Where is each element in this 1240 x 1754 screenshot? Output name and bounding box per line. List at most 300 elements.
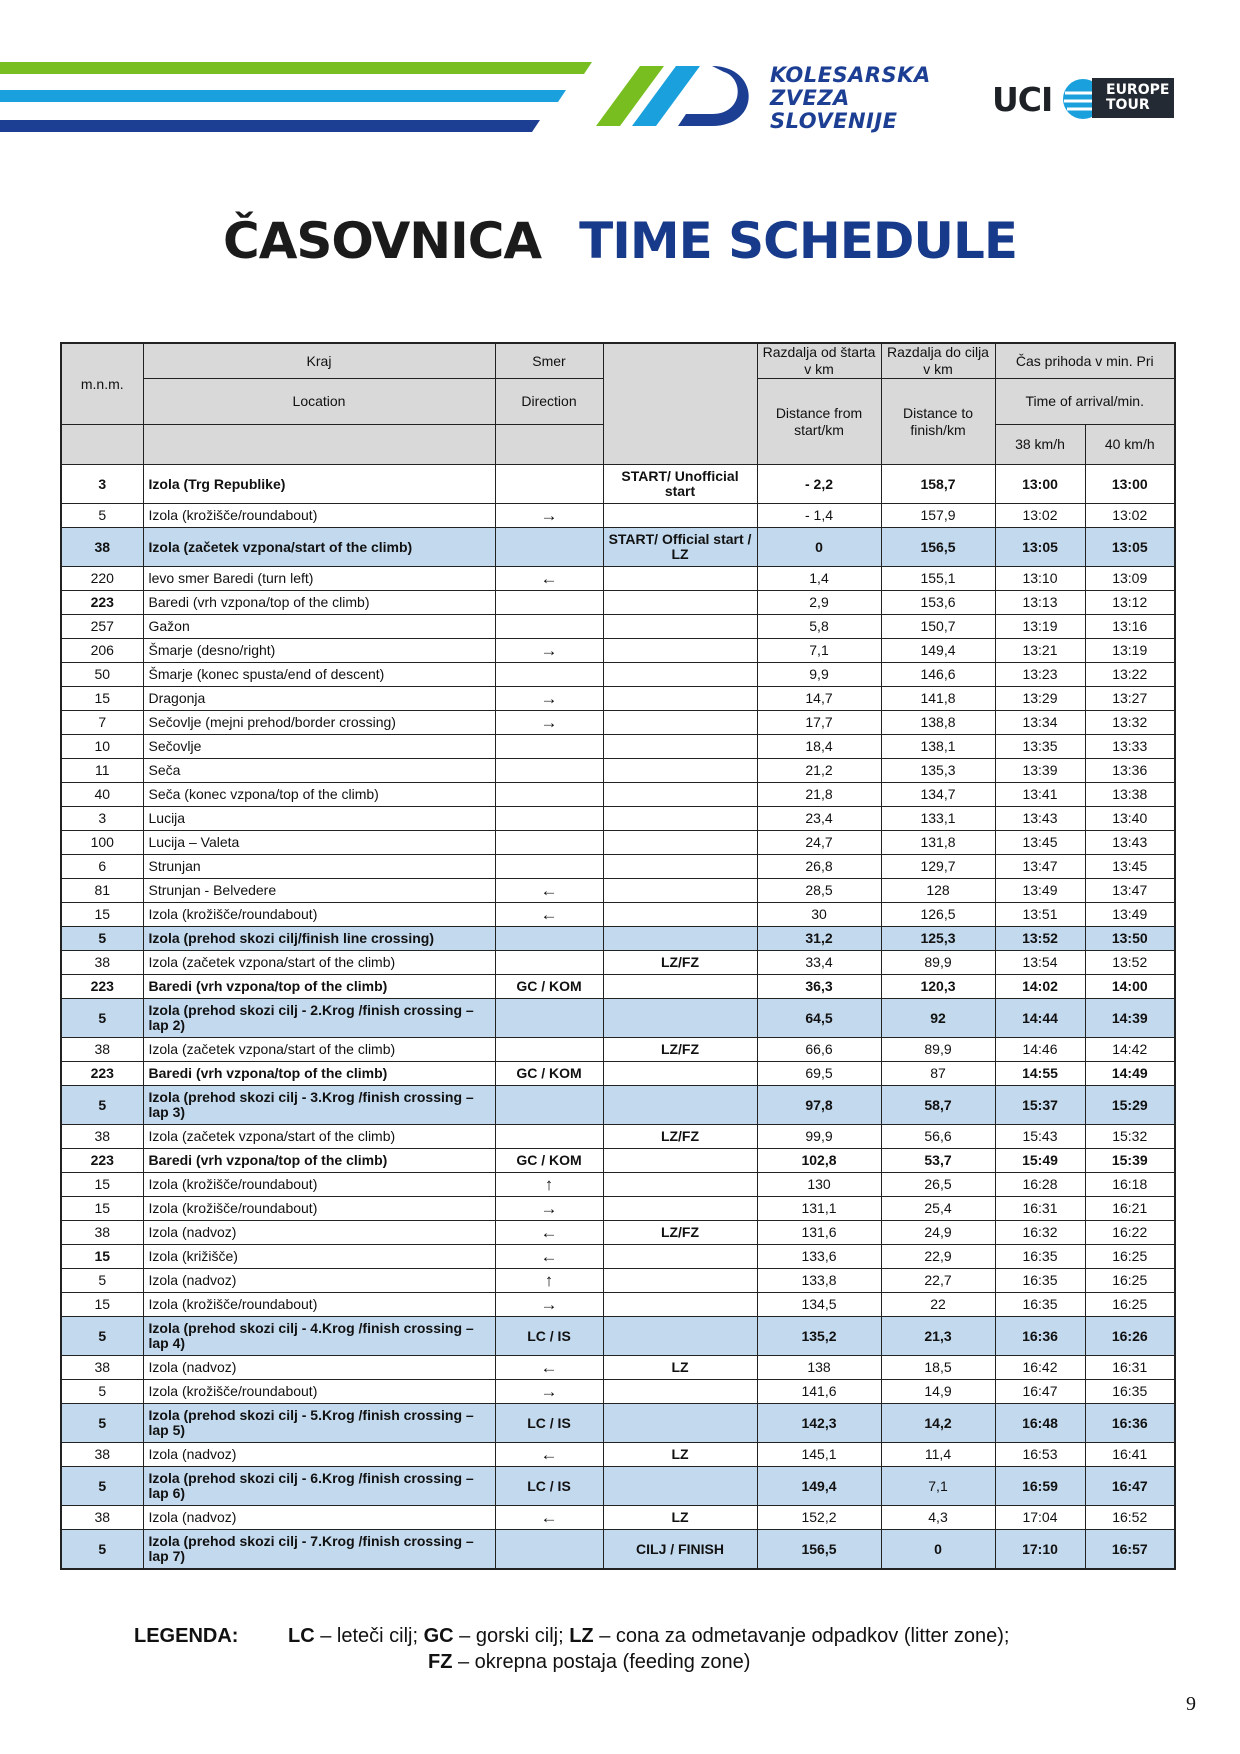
note-cell <box>603 1086 757 1125</box>
legend-abbr-fz: FZ <box>428 1651 453 1673</box>
table-row <box>61 615 1175 639</box>
location-cell: Baredi (vrh vzpona/top of the climb) <box>143 1149 495 1173</box>
direction-cell <box>495 1086 603 1125</box>
direction-cell: → <box>495 711 603 735</box>
arrival-38-cell: 13:23 <box>995 663 1085 687</box>
distance-to-finish-cell: 149,4 <box>881 639 995 663</box>
direction-cell <box>495 759 603 783</box>
distance-to-finish-cell: 89,9 <box>881 1038 995 1062</box>
distance-from-start-cell: 0 <box>757 528 881 567</box>
altitude-cell: 223 <box>61 591 143 615</box>
navy-stripe <box>0 120 540 132</box>
altitude-cell: 38 <box>61 1221 143 1245</box>
arrival-40-cell: 15:29 <box>1085 1086 1175 1125</box>
note-cell <box>603 663 757 687</box>
distance-to-finish-cell: 18,5 <box>881 1356 995 1380</box>
note-cell <box>603 927 757 951</box>
distance-from-start-cell: 1,4 <box>757 567 881 591</box>
location-cell: Šmarje (konec spusta/end of descent) <box>143 663 495 687</box>
table-row <box>61 1173 1175 1197</box>
direction-cell: LC / IS <box>495 1317 603 1356</box>
legend-line-1 <box>288 1623 1009 1649</box>
altitude-cell: 223 <box>61 1149 143 1173</box>
altitude-cell: 15 <box>61 903 143 927</box>
location-cell: Lucija – Valeta <box>143 831 495 855</box>
arrival-40-cell: 14:00 <box>1085 975 1175 999</box>
table-row <box>61 1221 1175 1245</box>
distance-from-start-cell: 17,7 <box>757 711 881 735</box>
direction-cell: ↑ <box>495 1269 603 1293</box>
location-cell: Seča <box>143 759 495 783</box>
distance-from-start-cell: - 1,4 <box>757 504 881 528</box>
arrival-40-cell: 16:26 <box>1085 1317 1175 1356</box>
distance-to-finish-cell: 134,7 <box>881 783 995 807</box>
direction-cell: GC / KOM <box>495 1149 603 1173</box>
header-stripes <box>0 0 1240 140</box>
distance-from-start-cell: 28,5 <box>757 879 881 903</box>
direction-cell: → <box>495 1380 603 1404</box>
direction-cell: ← <box>495 1443 603 1467</box>
note-cell <box>603 615 757 639</box>
altitude-cell: 7 <box>61 711 143 735</box>
arrival-38-cell: 13:49 <box>995 879 1085 903</box>
altitude-cell: 38 <box>61 528 143 567</box>
distance-from-start-cell: 33,4 <box>757 951 881 975</box>
note-cell <box>603 879 757 903</box>
note-cell: START/ Official start / LZ <box>603 528 757 567</box>
distance-to-finish-cell: 150,7 <box>881 615 995 639</box>
arrival-38-cell: 13:34 <box>995 711 1085 735</box>
arrival-40-cell: 13:12 <box>1085 591 1175 615</box>
arrival-40-cell: 16:57 <box>1085 1530 1175 1570</box>
altitude-cell: 15 <box>61 1293 143 1317</box>
distance-from-start-cell: 131,1 <box>757 1197 881 1221</box>
table-row <box>61 711 1175 735</box>
arrival-38-cell: 15:37 <box>995 1086 1085 1125</box>
location-cell: Izola (prehod skozi cilj - 5.Krog /finish crossing – lap 5) <box>143 1404 495 1443</box>
note-cell <box>603 1173 757 1197</box>
altitude-cell: 5 <box>61 1530 143 1570</box>
note-cell <box>603 1245 757 1269</box>
arrival-40-cell: 16:47 <box>1085 1467 1175 1506</box>
location-cell: Izola (nadvoz) <box>143 1506 495 1530</box>
arrival-40-cell: 13:45 <box>1085 855 1175 879</box>
header-note <box>603 343 757 465</box>
header-dist-finish-en: Distance to finish/km <box>881 379 995 465</box>
table-row <box>61 855 1175 879</box>
distance-from-start-cell: 66,6 <box>757 1038 881 1062</box>
table-row <box>61 504 1175 528</box>
direction-cell <box>495 663 603 687</box>
note-cell <box>603 759 757 783</box>
note-cell: LZ/FZ <box>603 1038 757 1062</box>
arrival-38-cell: 13:00 <box>995 465 1085 504</box>
federation-name <box>770 64 931 133</box>
arrival-38-cell: 13:47 <box>995 855 1085 879</box>
distance-from-start-cell: 135,2 <box>757 1317 881 1356</box>
distance-from-start-cell: 156,5 <box>757 1530 881 1570</box>
title-english: TIME SCHEDULE <box>579 212 1017 270</box>
altitude-cell: 223 <box>61 1062 143 1086</box>
direction-cell: LC / IS <box>495 1467 603 1506</box>
direction-cell: → <box>495 639 603 663</box>
distance-from-start-cell: 9,9 <box>757 663 881 687</box>
arrival-40-cell: 14:39 <box>1085 999 1175 1038</box>
legend-line-2 <box>428 1649 750 1675</box>
distance-from-start-cell: 36,3 <box>757 975 881 999</box>
note-cell <box>603 903 757 927</box>
table-row <box>61 567 1175 591</box>
location-cell: Baredi (vrh vzpona/top of the climb) <box>143 591 495 615</box>
note-cell: LZ/FZ <box>603 1221 757 1245</box>
altitude-cell: 5 <box>61 1380 143 1404</box>
note-cell <box>603 687 757 711</box>
note-cell: START/ Unofficial start <box>603 465 757 504</box>
direction-cell: → <box>495 504 603 528</box>
table-row <box>61 687 1175 711</box>
arrival-38-cell: 14:44 <box>995 999 1085 1038</box>
location-cell: Gažon <box>143 615 495 639</box>
location-cell: Izola (prehod skozi cilj - 7.Krog /finish crossing – lap 7) <box>143 1530 495 1570</box>
location-cell: Strunjan - Belvedere <box>143 879 495 903</box>
header-speed-40: 40 km/h <box>1085 425 1175 465</box>
table-row <box>61 759 1175 783</box>
table-row <box>61 639 1175 663</box>
distance-from-start-cell: 21,8 <box>757 783 881 807</box>
arrival-40-cell: 16:36 <box>1085 1404 1175 1443</box>
table-row <box>61 927 1175 951</box>
note-cell <box>603 735 757 759</box>
distance-to-finish-cell: 24,9 <box>881 1221 995 1245</box>
distance-from-start-cell: 152,2 <box>757 1506 881 1530</box>
direction-cell <box>495 465 603 504</box>
arrival-38-cell: 14:46 <box>995 1038 1085 1062</box>
time-schedule-table <box>60 342 1176 1570</box>
location-cell: Izola (krožišče/roundabout) <box>143 1293 495 1317</box>
distance-to-finish-cell: 126,5 <box>881 903 995 927</box>
header-direction-en: Direction <box>495 379 603 425</box>
direction-cell <box>495 927 603 951</box>
direction-cell <box>495 1038 603 1062</box>
altitude-cell: 6 <box>61 855 143 879</box>
distance-to-finish-cell: 58,7 <box>881 1086 995 1125</box>
arrival-38-cell: 13:10 <box>995 567 1085 591</box>
direction-cell: ← <box>495 1506 603 1530</box>
table-row <box>61 735 1175 759</box>
altitude-cell: 5 <box>61 999 143 1038</box>
distance-from-start-cell: 102,8 <box>757 1149 881 1173</box>
distance-from-start-cell: 133,6 <box>757 1245 881 1269</box>
arrival-40-cell: 13:33 <box>1085 735 1175 759</box>
distance-to-finish-cell: 89,9 <box>881 951 995 975</box>
arrival-40-cell: 13:32 <box>1085 711 1175 735</box>
arrival-40-cell: 16:41 <box>1085 1443 1175 1467</box>
direction-cell: ← <box>495 1221 603 1245</box>
arrival-38-cell: 16:35 <box>995 1293 1085 1317</box>
table-row <box>61 783 1175 807</box>
distance-to-finish-cell: 7,1 <box>881 1467 995 1506</box>
location-cell: Izola (nadvoz) <box>143 1221 495 1245</box>
arrival-38-cell: 16:28 <box>995 1173 1085 1197</box>
europe-tour-badge <box>1092 78 1174 118</box>
note-cell <box>603 783 757 807</box>
arrival-40-cell: 13:47 <box>1085 879 1175 903</box>
table-row <box>61 1269 1175 1293</box>
table-row <box>61 1404 1175 1443</box>
altitude-cell: 5 <box>61 504 143 528</box>
note-cell: LZ/FZ <box>603 951 757 975</box>
distance-to-finish-cell: 138,1 <box>881 735 995 759</box>
direction-cell: LC / IS <box>495 1404 603 1443</box>
arrival-38-cell: 17:10 <box>995 1530 1085 1570</box>
altitude-cell: 38 <box>61 1506 143 1530</box>
note-cell: LZ <box>603 1356 757 1380</box>
note-cell <box>603 567 757 591</box>
location-cell: Izola (začetek vzpona/start of the climb) <box>143 1125 495 1149</box>
table-row <box>61 1293 1175 1317</box>
distance-to-finish-cell: 26,5 <box>881 1173 995 1197</box>
note-cell: CILJ / FINISH <box>603 1530 757 1570</box>
arrival-38-cell: 13:51 <box>995 903 1085 927</box>
altitude-cell: 5 <box>61 1317 143 1356</box>
distance-from-start-cell: - 2,2 <box>757 465 881 504</box>
arrival-38-cell: 16:35 <box>995 1269 1085 1293</box>
arrival-40-cell: 13:00 <box>1085 465 1175 504</box>
location-cell: Baredi (vrh vzpona/top of the climb) <box>143 975 495 999</box>
direction-cell: → <box>495 687 603 711</box>
note-cell <box>603 591 757 615</box>
location-cell: Izola (nadvoz) <box>143 1269 495 1293</box>
arrival-38-cell: 13:35 <box>995 735 1085 759</box>
table-row <box>61 1380 1175 1404</box>
page-number: 9 <box>1186 1693 1196 1715</box>
arrival-38-cell: 16:53 <box>995 1443 1085 1467</box>
direction-cell: ↑ <box>495 1173 603 1197</box>
distance-from-start-cell: 14,7 <box>757 687 881 711</box>
altitude-cell: 5 <box>61 1467 143 1506</box>
note-cell <box>603 831 757 855</box>
arrival-38-cell: 13:05 <box>995 528 1085 567</box>
table-row <box>61 1317 1175 1356</box>
location-cell: Izola (prehod skozi cilj - 4.Krog /finish crossing – lap 4) <box>143 1317 495 1356</box>
distance-from-start-cell: 145,1 <box>757 1443 881 1467</box>
direction-cell <box>495 855 603 879</box>
federation-name-line2: ZVEZA <box>770 86 850 110</box>
arrival-38-cell: 13:19 <box>995 615 1085 639</box>
title-slovene: ČASOVNICA <box>223 212 542 270</box>
altitude-cell: 100 <box>61 831 143 855</box>
table-row <box>61 1149 1175 1173</box>
legend-text-fz: – okrepna postaja (feeding zone) <box>452 1651 751 1673</box>
arrival-38-cell: 15:49 <box>995 1149 1085 1173</box>
distance-from-start-cell: 7,1 <box>757 639 881 663</box>
header-altitude: m.n.m. <box>61 343 143 425</box>
location-cell: Seča (konec vzpona/top of the climb) <box>143 783 495 807</box>
altitude-cell: 223 <box>61 975 143 999</box>
altitude-cell: 257 <box>61 615 143 639</box>
badge-line1: EUROPE <box>1106 82 1170 98</box>
location-cell: Izola (prehod skozi cilj - 2.Krog /finish crossing – lap 2) <box>143 999 495 1038</box>
arrival-40-cell: 16:25 <box>1085 1293 1175 1317</box>
green-stripe <box>0 62 592 74</box>
distance-from-start-cell: 138 <box>757 1356 881 1380</box>
arrival-40-cell: 16:21 <box>1085 1197 1175 1221</box>
distance-to-finish-cell: 14,2 <box>881 1404 995 1443</box>
table-row <box>61 1197 1175 1221</box>
location-cell: Strunjan <box>143 855 495 879</box>
note-cell <box>603 1467 757 1506</box>
note-cell <box>603 1404 757 1443</box>
location-cell: Izola (začetek vzpona/start of the climb) <box>143 1038 495 1062</box>
note-cell <box>603 807 757 831</box>
note-cell: LZ <box>603 1506 757 1530</box>
federation-name-line1: KOLESARSKA <box>770 63 931 87</box>
header-speed-38: 38 km/h <box>995 425 1085 465</box>
distance-to-finish-cell: 4,3 <box>881 1506 995 1530</box>
note-cell <box>603 504 757 528</box>
table-row <box>61 1125 1175 1149</box>
table-row <box>61 1038 1175 1062</box>
arrival-40-cell: 14:42 <box>1085 1038 1175 1062</box>
distance-to-finish-cell: 131,8 <box>881 831 995 855</box>
distance-to-finish-cell: 138,8 <box>881 711 995 735</box>
legend-text-lc: – leteči cilj; <box>314 1625 424 1647</box>
header-dist-finish-sl: Razdalja do cilja v km <box>881 343 995 379</box>
federation-name-line3: SLOVENIJE <box>770 109 898 133</box>
altitude-cell: 81 <box>61 879 143 903</box>
direction-cell <box>495 591 603 615</box>
altitude-cell: 220 <box>61 567 143 591</box>
table-row <box>61 1443 1175 1467</box>
distance-to-finish-cell: 120,3 <box>881 975 995 999</box>
distance-to-finish-cell: 146,6 <box>881 663 995 687</box>
header-blank-2 <box>143 425 495 465</box>
direction-cell: → <box>495 1293 603 1317</box>
note-cell <box>603 1149 757 1173</box>
direction-cell <box>495 615 603 639</box>
distance-to-finish-cell: 141,8 <box>881 687 995 711</box>
uci-wordmark: UCI <box>992 80 1053 119</box>
arrival-40-cell: 16:31 <box>1085 1356 1175 1380</box>
direction-cell: ← <box>495 1245 603 1269</box>
distance-from-start-cell: 18,4 <box>757 735 881 759</box>
arrival-40-cell: 13:50 <box>1085 927 1175 951</box>
arrival-40-cell: 13:22 <box>1085 663 1175 687</box>
altitude-cell: 38 <box>61 1443 143 1467</box>
distance-to-finish-cell: 125,3 <box>881 927 995 951</box>
legend-text-lz: – cona za odmetavanje odpadkov (litter zone); <box>593 1625 1010 1647</box>
header-location-en: Location <box>143 379 495 425</box>
table-row <box>61 465 1175 504</box>
header-direction-sl: Smer <box>495 343 603 379</box>
arrival-40-cell: 13:40 <box>1085 807 1175 831</box>
location-cell: Dragonja <box>143 687 495 711</box>
header-dist-start-sl: Razdalja od štarta v km <box>757 343 881 379</box>
direction-cell <box>495 783 603 807</box>
arrival-40-cell: 13:02 <box>1085 504 1175 528</box>
badge-line2: TOUR <box>1106 97 1150 113</box>
table-row <box>61 975 1175 999</box>
table-row <box>61 951 1175 975</box>
distance-to-finish-cell: 25,4 <box>881 1197 995 1221</box>
distance-to-finish-cell: 158,7 <box>881 465 995 504</box>
altitude-cell: 40 <box>61 783 143 807</box>
location-cell: Izola (prehod skozi cilj - 3.Krog /finish crossing – lap 3) <box>143 1086 495 1125</box>
arrival-38-cell: 16:48 <box>995 1404 1085 1443</box>
arrival-40-cell: 16:18 <box>1085 1173 1175 1197</box>
altitude-cell: 206 <box>61 639 143 663</box>
arrival-38-cell: 16:59 <box>995 1467 1085 1506</box>
arrival-40-cell: 16:35 <box>1085 1380 1175 1404</box>
arrival-40-cell: 13:49 <box>1085 903 1175 927</box>
arrival-38-cell: 16:47 <box>995 1380 1085 1404</box>
header-row-1 <box>61 343 1175 379</box>
note-cell <box>603 1197 757 1221</box>
note-cell <box>603 639 757 663</box>
distance-to-finish-cell: 14,9 <box>881 1380 995 1404</box>
arrival-38-cell: 13:43 <box>995 807 1085 831</box>
location-cell: Sečovlje (mejni prehod/border crossing) <box>143 711 495 735</box>
direction-cell: ← <box>495 1356 603 1380</box>
location-cell: Izola (začetek vzpona/start of the climb) <box>143 528 495 567</box>
location-cell: Izola (začetek vzpona/start of the climb) <box>143 951 495 975</box>
distance-to-finish-cell: 155,1 <box>881 567 995 591</box>
altitude-cell: 3 <box>61 465 143 504</box>
arrival-40-cell: 13:36 <box>1085 759 1175 783</box>
location-cell: Izola (krožišče/roundabout) <box>143 1173 495 1197</box>
table-row <box>61 663 1175 687</box>
altitude-cell: 5 <box>61 1086 143 1125</box>
arrival-40-cell: 15:32 <box>1085 1125 1175 1149</box>
legend-abbr-lc: LC <box>288 1625 315 1647</box>
arrival-38-cell: 14:02 <box>995 975 1085 999</box>
header-blank-1 <box>61 425 143 465</box>
location-cell: Izola (krožišče/roundabout) <box>143 1380 495 1404</box>
direction-cell <box>495 999 603 1038</box>
location-cell: Baredi (vrh vzpona/top of the climb) <box>143 1062 495 1086</box>
location-cell: Izola (krožišče/roundabout) <box>143 504 495 528</box>
location-cell: Izola (križišče) <box>143 1245 495 1269</box>
arrival-38-cell: 17:04 <box>995 1506 1085 1530</box>
direction-cell: GC / KOM <box>495 975 603 999</box>
location-cell: Izola (prehod skozi cilj/finish line crossing) <box>143 927 495 951</box>
altitude-cell: 50 <box>61 663 143 687</box>
distance-to-finish-cell: 129,7 <box>881 855 995 879</box>
distance-to-finish-cell: 153,6 <box>881 591 995 615</box>
arrival-40-cell: 13:43 <box>1085 831 1175 855</box>
distance-from-start-cell: 69,5 <box>757 1062 881 1086</box>
direction-cell <box>495 1530 603 1570</box>
distance-to-finish-cell: 156,5 <box>881 528 995 567</box>
altitude-cell: 5 <box>61 1269 143 1293</box>
note-cell <box>603 1269 757 1293</box>
altitude-cell: 38 <box>61 1356 143 1380</box>
location-cell: Izola (nadvoz) <box>143 1356 495 1380</box>
location-cell: Lucija <box>143 807 495 831</box>
distance-to-finish-cell: 53,7 <box>881 1149 995 1173</box>
arrival-40-cell: 16:52 <box>1085 1506 1175 1530</box>
header-location-sl: Kraj <box>143 343 495 379</box>
note-cell <box>603 1293 757 1317</box>
altitude-cell: 3 <box>61 807 143 831</box>
distance-to-finish-cell: 0 <box>881 1530 995 1570</box>
direction-cell: → <box>495 1197 603 1221</box>
altitude-cell: 5 <box>61 1404 143 1443</box>
page-title <box>0 212 1240 270</box>
direction-cell: ← <box>495 903 603 927</box>
arrival-40-cell: 13:27 <box>1085 687 1175 711</box>
direction-cell: ← <box>495 567 603 591</box>
